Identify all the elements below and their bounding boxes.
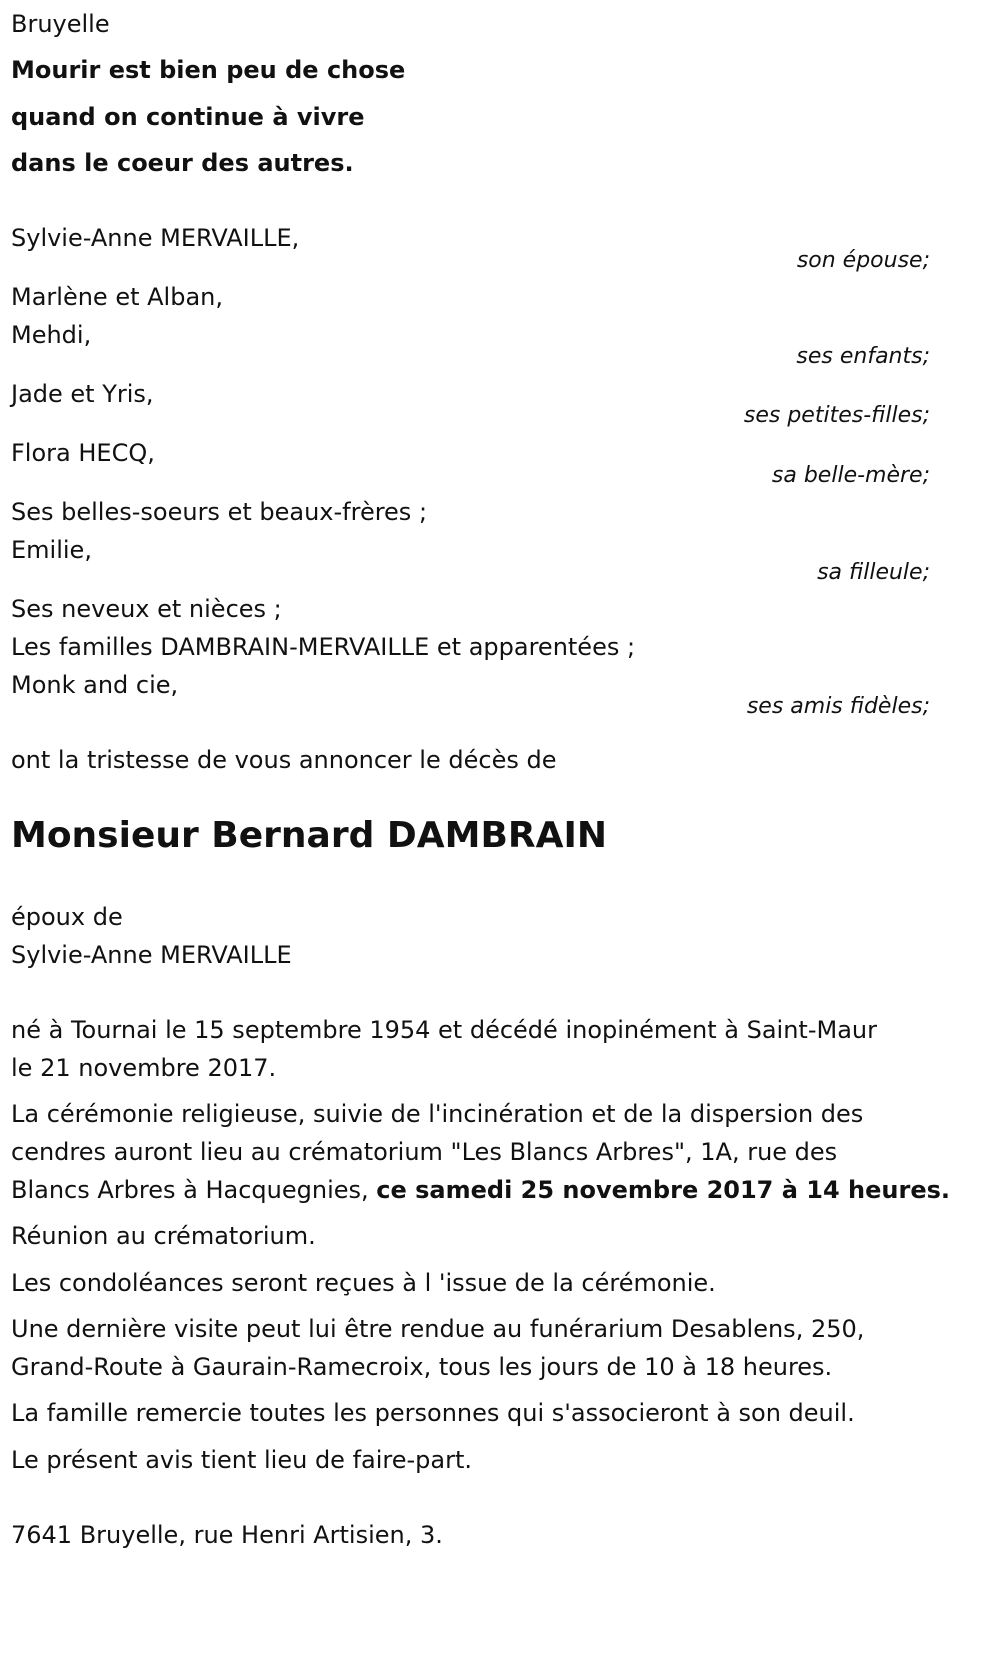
ceremony-line-2: cendres auront lieu au crématorium "Les Blancs Arbres", 1A, rue des bbox=[11, 1138, 838, 1166]
spouse-name: Sylvie-Anne MERVAILLE bbox=[11, 941, 292, 969]
family-relation: sa belle-mère; bbox=[771, 463, 930, 488]
family-name: Sylvie-Anne MERVAILLE, bbox=[11, 224, 300, 252]
announcement-text: ont la tristesse de vous annoncer le décès de bbox=[11, 746, 557, 774]
address-text: 7641 Bruyelle, rue Henri Artisien, 3. bbox=[11, 1521, 443, 1549]
family-name: Mehdi, bbox=[11, 321, 92, 349]
family-name: Monk and cie, bbox=[11, 671, 179, 699]
ceremony-place: Blancs Arbres à Hacquegnies, bbox=[11, 1176, 377, 1204]
family-relation: sa filleule; bbox=[817, 560, 930, 585]
reunion-text: Réunion au crématorium. bbox=[11, 1222, 316, 1250]
location-heading: Bruyelle bbox=[11, 10, 110, 38]
visit-line-2: Grand-Route à Gaurain-Ramecroix, tous les jours de 10 à 18 heures. bbox=[11, 1353, 833, 1381]
quote-line-2: quand on continue à vivre bbox=[11, 103, 365, 131]
ceremony-line-1: La cérémonie religieuse, suivie de l'incinération et de la dispersion des bbox=[11, 1100, 864, 1128]
visit-line-1: Une dernière visite peut lui être rendue au funérarium Desablens, 250, bbox=[11, 1315, 865, 1343]
deceased-name: Monsieur Bernard DAMBRAIN bbox=[11, 815, 607, 856]
family-relation: ses enfants; bbox=[796, 344, 930, 369]
family-name: Emilie, bbox=[11, 536, 92, 564]
quote-line-3: dans le coeur des autres. bbox=[11, 149, 354, 177]
condolences-text: Les condoléances seront reçues à l 'issue de la cérémonie. bbox=[11, 1269, 716, 1297]
family-name: Marlène et Alban, bbox=[11, 283, 223, 311]
family-name: Ses neveux et nièces ; bbox=[11, 595, 282, 623]
family-relation: son épouse; bbox=[796, 248, 930, 273]
family-relation: ses petites-filles; bbox=[743, 403, 930, 428]
notice-text: Le présent avis tient lieu de faire-part. bbox=[11, 1446, 473, 1474]
family-name: Flora HECQ, bbox=[11, 439, 155, 467]
quote-line-1: Mourir est bien peu de chose bbox=[11, 56, 406, 84]
birth-death-line-1: né à Tournai le 15 septembre 1954 et décédé inopinément à Saint-Maur bbox=[11, 1016, 877, 1044]
thanks-text: La famille remercie toutes les personnes qui s'associeront à son deuil. bbox=[11, 1399, 855, 1427]
birth-death-line-2: le 21 novembre 2017. bbox=[11, 1054, 277, 1082]
family-name: Jade et Yris, bbox=[11, 380, 154, 408]
family-name: Les familles DAMBRAIN-MERVAILLE et apparentées ; bbox=[11, 633, 636, 661]
ceremony-line-3 bbox=[11, 1175, 950, 1205]
ceremony-date: ce samedi 25 novembre 2017 à 14 heures. bbox=[376, 1176, 950, 1204]
family-relation: ses amis fidèles; bbox=[746, 694, 930, 719]
family-name: Ses belles-soeurs et beaux-frères ; bbox=[11, 498, 428, 526]
spouse-label: époux de bbox=[11, 903, 123, 931]
